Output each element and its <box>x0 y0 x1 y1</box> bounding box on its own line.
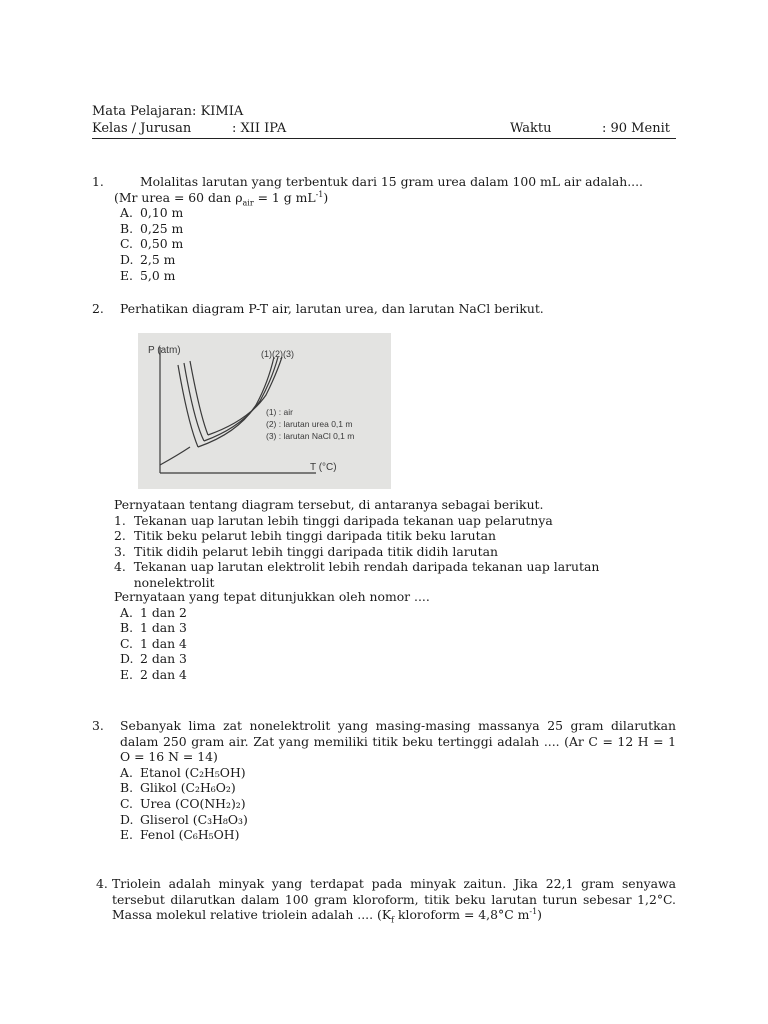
question-number: 4. <box>96 876 108 891</box>
statements-intro: Pernyataan tentang diagram tersebut, di antaranya sebagai berikut. <box>114 497 544 512</box>
option-e[interactable]: E. 5,0 m <box>120 267 176 283</box>
time-value: : 90 Menit <box>602 121 670 136</box>
option-c[interactable]: C. 1 dan 4 <box>120 635 187 651</box>
legend-item-1: (1) : air <box>266 407 293 417</box>
question-1 <box>92 174 676 283</box>
option-c[interactable]: C. Urea (CO(NH₂)₂) <box>120 795 246 811</box>
statement-item: 1. Tekanan uap larutan lebih tinggi daripada tekanan uap pelarutnya <box>114 512 553 528</box>
statement-list <box>114 512 676 590</box>
statement-item: 4. Tekanan uap larutan elektrolit lebih rendah daripada tekanan uap larutan nonelektrolit <box>114 559 600 590</box>
question-4 <box>92 876 676 923</box>
option-e[interactable]: E. 2 dan 4 <box>120 666 187 682</box>
option-b[interactable]: B. 1 dan 3 <box>120 620 187 636</box>
question-number: 2. <box>92 301 104 316</box>
statement-item: 2. Titik beku pelarut lebih tinggi daripada titik beku larutan <box>114 528 496 544</box>
legend-item-2: (2) : larutan urea 0,1 m <box>266 419 353 429</box>
answer-options <box>120 605 676 683</box>
option-a[interactable]: A. Etanol (C₂H₅OH) <box>120 764 246 780</box>
question-text: Perhatikan diagram P-T air, larutan urea, dan larutan NaCl berikut. <box>120 301 544 316</box>
option-d[interactable]: D. 2,5 m <box>120 251 176 267</box>
question-2-body <box>92 497 676 683</box>
question-text: Sebanyak lima zat nonelektrolit yang masing-masing massanya 25 gram dilarutkan dalam 250 gram air. Zat yang memiliki titik beku tertinggi adalah .... (Ar C = 12 H = 1 O = 16 N = 14) <box>120 718 676 765</box>
subject-line: Mata Pelajaran: KIMIA <box>92 104 244 119</box>
time-label: Waktu <box>510 121 552 136</box>
question-number: 1. <box>92 174 104 189</box>
question-text: Molalitas larutan yang terbentuk dari 15 gram urea dalam 100 mL air adalah.... <box>140 174 643 189</box>
given-data: (Mr urea = 60 dan $\rho_{air} = 1$ g $mL^{-1}$) <box>114 189 329 208</box>
question-text: Triolein adalah minyak yang terdapat pada minyak zaitun. Jika 22,1 gram senyawa tersebut dilarutkan dalam 100 gram kloroform, titik beku larutan turun sebesar 1,2°C. Massa molekul relative triolein adalah .... ($K_f$ kloroform = 4,8°C $m^{-1}$) <box>112 876 676 925</box>
question-number: 3. <box>92 718 104 733</box>
option-b[interactable]: B. 0,25 m <box>120 220 184 236</box>
option-a[interactable]: A. 1 dan 2 <box>120 604 187 620</box>
option-b[interactable]: B. Glikol (C₂H₆O₂) <box>120 780 236 796</box>
question-2 <box>92 301 676 317</box>
option-c[interactable]: C. 0,50 m <box>120 236 184 252</box>
class-label: Kelas / Jurusan <box>92 121 192 136</box>
option-e[interactable]: E. Fenol (C₆H₅OH) <box>120 827 240 843</box>
answer-options <box>120 765 676 843</box>
option-d[interactable]: D. 2 dan 3 <box>120 651 187 667</box>
class-time-line <box>92 121 676 139</box>
class-value: : XII IPA <box>232 121 287 136</box>
y-axis-label: P (atm) <box>148 345 181 356</box>
curve-labels: (1)(2)(3) <box>261 349 294 359</box>
statement-item: 3. Titik didih pelarut lebih tinggi daripada titik didih larutan <box>114 543 498 559</box>
question-3 <box>92 718 676 843</box>
legend-item-3: (3) : larutan NaCl 0,1 m <box>266 431 355 441</box>
option-a[interactable]: A. 0,10 m <box>120 205 184 221</box>
answer-options <box>120 205 676 283</box>
pt-diagram <box>138 333 391 489</box>
option-d[interactable]: D. Gliserol (C₃H₈O₃) <box>120 811 248 827</box>
question-prompt: Pernyataan yang tepat ditunjukkan oleh nomor .... <box>114 588 430 604</box>
x-axis-label: T (°C) <box>310 462 337 473</box>
